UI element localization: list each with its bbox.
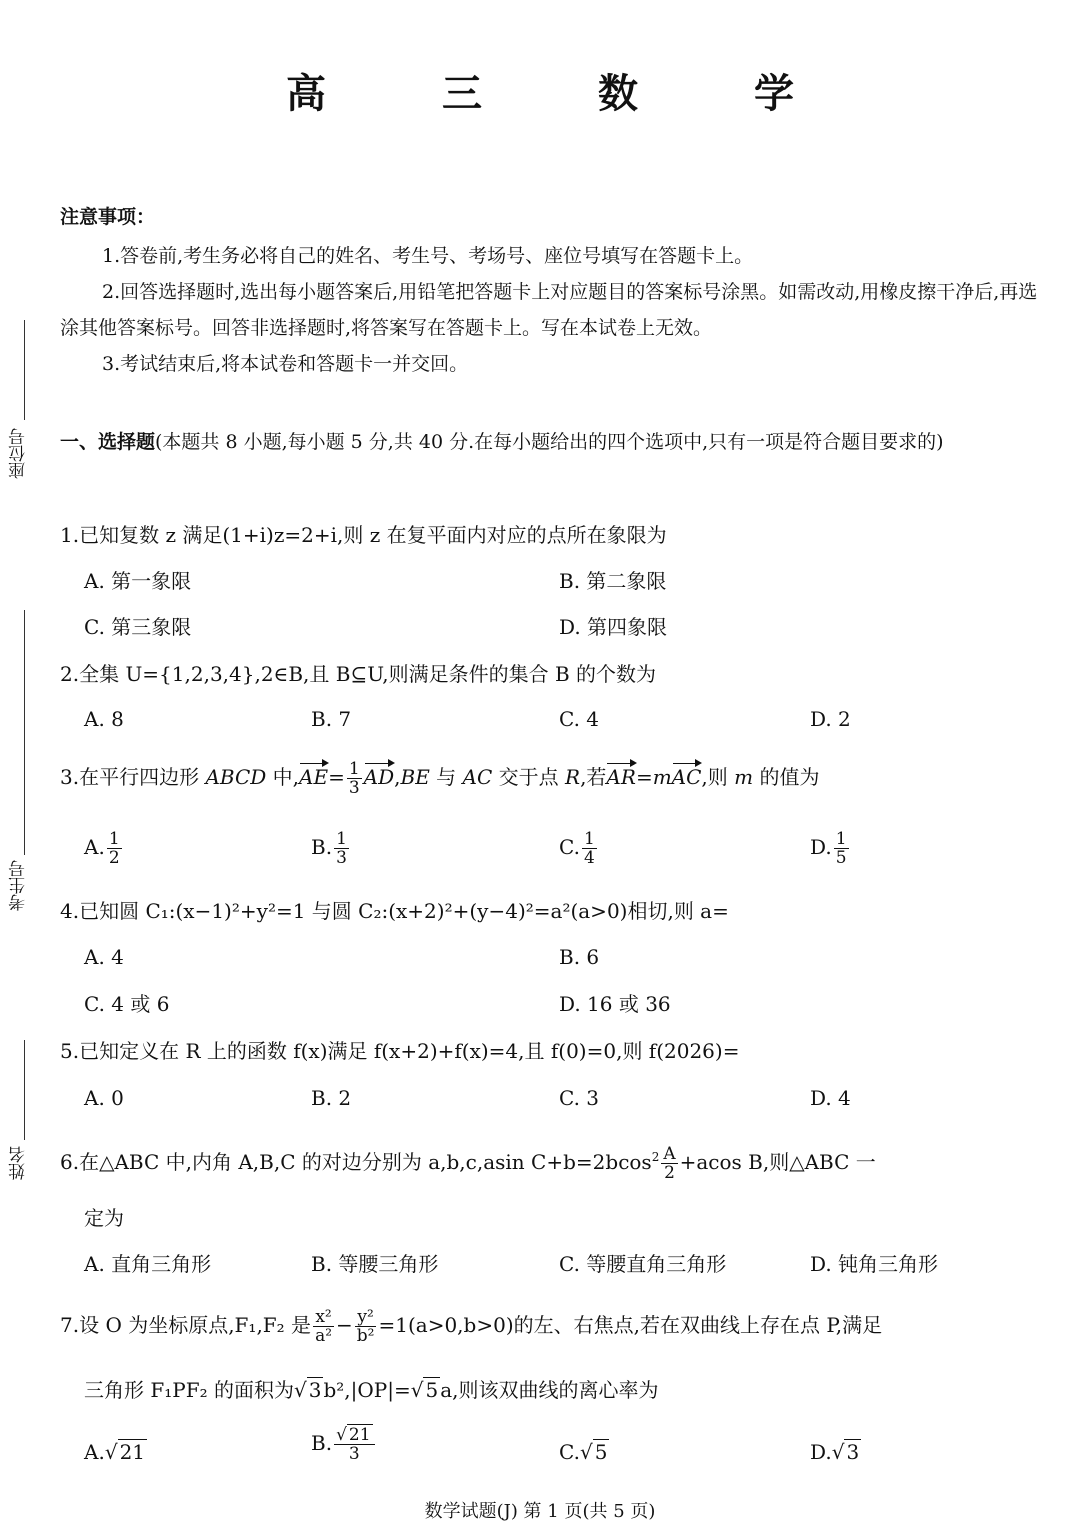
- q3-text: ,则: [701, 765, 735, 789]
- option-label: C.: [559, 1440, 580, 1464]
- notice-item-3: 3.考试结束后,将本试卷和答题卡一并交回。: [102, 353, 469, 375]
- option-fraction: [334, 830, 349, 867]
- q5-option-b: B. 2: [311, 1086, 352, 1110]
- q6-text: +acos B,则△ABC 一: [679, 1150, 876, 1174]
- option-label: B.: [311, 835, 333, 859]
- q7-option-b: [311, 1426, 377, 1463]
- fraction-denominator: b²: [356, 1326, 375, 1346]
- q7-option-c: [559, 1437, 609, 1467]
- vector-ae: AE: [299, 762, 328, 792]
- q6-option-d: D. 钝角三角形: [810, 1252, 939, 1276]
- q2-option-b: B. 7: [311, 707, 352, 731]
- q1-option-a: A. 第一象限: [84, 569, 192, 593]
- vector-ar: AR: [606, 762, 636, 792]
- question-6-line-2: 定为: [84, 1206, 124, 1230]
- q3-text: =: [328, 765, 345, 789]
- seat-label: 座位号: [9, 428, 29, 479]
- radicand: 5: [594, 1440, 608, 1464]
- name-line: [24, 1040, 25, 1140]
- sqrt-3: √ 3: [293, 1378, 322, 1402]
- question-6-stem: [60, 1142, 1045, 1182]
- fraction-denominator: 4: [583, 848, 595, 868]
- seat-line: [24, 320, 25, 420]
- q3-text: 中,: [266, 765, 300, 789]
- fraction-denominator: a²: [315, 1326, 333, 1346]
- q7-text: −: [336, 1313, 353, 1337]
- q4-option-d: D. 16 或 36: [559, 992, 671, 1016]
- q6-option-c: C. 等腰直角三角形: [559, 1252, 727, 1276]
- option-fraction: [334, 1426, 374, 1463]
- question-3-stem: [60, 760, 1045, 797]
- radicand: 3: [308, 1378, 322, 1402]
- q7-option-a: [84, 1437, 147, 1467]
- radicand: 21: [119, 1440, 146, 1464]
- option-label: D.: [810, 1440, 832, 1464]
- q4-option-a: A. 4: [84, 945, 124, 969]
- q6-option-a: A. 直角三角形: [84, 1252, 212, 1276]
- option-fraction: [834, 830, 849, 867]
- section-1-desc: (本题共 8 小题,每小题 5 分,共 40 分.在每小题给出的四个选项中,只有一项是符合题目要求的): [155, 431, 944, 453]
- q5-option-d: D. 4: [810, 1086, 851, 1110]
- q1-option-c: C. 第三象限: [84, 615, 192, 639]
- q7-text: 三角形 F₁PF₂ 的面积为: [84, 1378, 294, 1402]
- page-title: 高 三 数 学: [286, 71, 832, 117]
- q6-option-b: B. 等腰三角形: [311, 1252, 439, 1276]
- q3-text: ,: [394, 765, 401, 789]
- q3-text: R: [565, 765, 581, 789]
- fraction-x2-a2: [313, 1308, 334, 1345]
- fraction-denominator: 2: [664, 1163, 675, 1183]
- q7-text: b²,|OP|=: [323, 1378, 411, 1402]
- option-fraction: [107, 830, 122, 867]
- name-label: 姓名: [9, 1146, 29, 1180]
- q6-exponent: 2: [651, 1150, 660, 1164]
- q3-text: =: [635, 765, 653, 789]
- fraction-numerator: 1: [348, 759, 360, 779]
- q2-option-d: D. 2: [810, 707, 851, 731]
- q3-option-d: [810, 830, 851, 867]
- question-5-stem: 5.已知定义在 R 上的函数 f(x)满足 f(x+2)+f(x)=4,且 f(0)=0,则 f(2026)=: [60, 1039, 740, 1063]
- fraction-a-over-2: [661, 1145, 677, 1182]
- q6-text: 6.在△ABC 中,内角 A,B,C 的对边分别为 a,b,c,asin C+b=2bcos: [60, 1150, 652, 1174]
- option-label: A.: [84, 1440, 105, 1464]
- page-footer: 数学试题(J) 第 1 页(共 5 页): [424, 1501, 656, 1522]
- option-fraction: [582, 830, 597, 867]
- q7-text: =1(a>0,b>0)的左、右焦点,若在双曲线上存在点 P,满足: [378, 1313, 883, 1337]
- option-label: D.: [810, 835, 832, 859]
- q5-option-c: C. 3: [559, 1086, 600, 1110]
- fraction-numerator: 1: [835, 829, 847, 849]
- question-7-stem: [60, 1308, 1045, 1345]
- fraction-denominator: 2: [108, 848, 120, 868]
- radicand: 5: [425, 1378, 439, 1402]
- q3-text: AC: [462, 765, 493, 789]
- q7-text: a,则该双曲线的离心率为: [440, 1378, 659, 1402]
- fraction-y2-b2: [355, 1308, 377, 1345]
- section-1-title: 一、选择题: [60, 431, 156, 453]
- fraction-numerator: A: [663, 1144, 676, 1164]
- vector-ac: AC: [672, 762, 702, 792]
- sqrt-21: √ 21: [104, 1440, 146, 1464]
- q3-text: ,若: [580, 765, 607, 789]
- q3-text: BE: [400, 765, 430, 789]
- exam-no-line: [24, 610, 25, 855]
- fraction-numerator: 1: [108, 829, 120, 849]
- radicand: 3: [846, 1440, 860, 1464]
- vector-ad: AD: [364, 762, 394, 792]
- q3-text: 与: [429, 765, 463, 789]
- fraction-denominator: 3: [348, 778, 360, 798]
- fraction-denominator: 5: [835, 848, 847, 868]
- q3-option-a: [84, 830, 124, 867]
- fraction-one-third: [347, 760, 362, 797]
- fraction-denominator: 3: [348, 1444, 360, 1464]
- radicand: 21: [348, 1425, 371, 1445]
- sqrt-21: √ 21: [336, 1425, 371, 1445]
- q3-option-c: [559, 830, 599, 867]
- q5-option-a: A. 0: [84, 1086, 124, 1110]
- q3-text: 交于点: [492, 765, 565, 789]
- q3-text: m: [652, 765, 672, 789]
- q2-option-c: C. 4: [559, 707, 600, 731]
- q3-text: ABCD: [205, 765, 267, 789]
- sqrt-5: √ 5: [410, 1378, 439, 1402]
- option-label: C.: [559, 835, 580, 859]
- option-label: A.: [84, 835, 105, 859]
- exam-no-label: 考生号: [9, 860, 29, 911]
- q4-option-b: B. 6: [559, 945, 600, 969]
- question-7-line-2: [84, 1375, 1069, 1405]
- q1-option-b: B. 第二象限: [559, 569, 667, 593]
- q3-text: 3.在平行四边形: [60, 765, 206, 789]
- q3-option-b: [311, 830, 351, 867]
- notice-heading: 注意事项：: [60, 206, 156, 228]
- q7-text: 7.设 O 为坐标原点,F₁,F₂ 是: [60, 1313, 312, 1337]
- q1-option-d: D. 第四象限: [559, 615, 668, 639]
- sqrt-5: √ 5: [579, 1440, 608, 1464]
- question-2-stem: 2.全集 U={1,2,3,4},2∈B,且 B⊆U,则满足条件的集合 B 的个数为: [60, 662, 657, 686]
- sqrt-3: √ 3: [831, 1440, 860, 1464]
- notice-item-1: 1.答卷前,考生务必将自己的姓名、考生号、考场号、座位号填写在答题卡上。: [102, 245, 754, 267]
- option-label: B.: [311, 1431, 333, 1455]
- fraction-numerator: [334, 1426, 374, 1445]
- q4-option-c: C. 4 或 6: [84, 992, 170, 1016]
- notice-item-2: 2.回答选择题时,选出每小题答案后,用铅笔把答题卡上对应题目的答案标号涂黑。如需改动,用橡皮擦干净后,再选涂其他答案标号。回答非选择题时,将答案写在答题卡上。写在本试卷上无效。: [60, 281, 1038, 339]
- section-1-heading: [60, 420, 1040, 464]
- fraction-numerator: y²: [357, 1307, 374, 1327]
- q2-option-a: A. 8: [84, 707, 124, 731]
- question-1-stem: 1.已知复数 z 满足(1+i)z=2+i,则 z 在复平面内对应的点所在象限为: [60, 523, 667, 547]
- fraction-numerator: x²: [315, 1307, 332, 1327]
- q7-option-d: [810, 1437, 861, 1467]
- fraction-denominator: 3: [336, 848, 347, 868]
- question-4-stem: 4.已知圆 C₁:(x−1)²+y²=1 与圆 C₂:(x+2)²+(y−4)²=a²(a>0)相切,则 a=: [60, 899, 729, 923]
- fraction-numerator: 1: [336, 829, 347, 849]
- q3-text: 的值为: [753, 765, 820, 789]
- q3-text: m: [734, 765, 754, 789]
- fraction-numerator: 1: [583, 829, 595, 849]
